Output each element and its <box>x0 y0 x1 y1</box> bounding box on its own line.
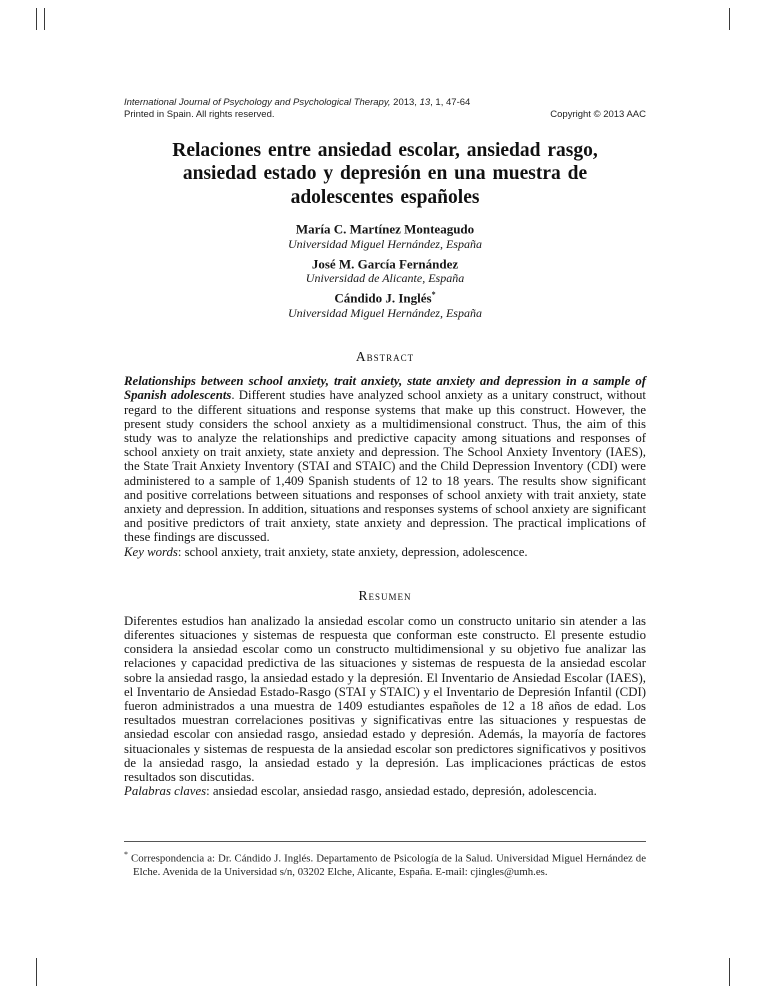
author-name-2 <box>124 253 646 272</box>
journal-volume: 13 <box>419 97 431 108</box>
resumen-body-text: Diferentes estudios han analizado la ansiedad escolar como un constructo unitario sin atender a las diferentes situaciones y sistemas de respuesta que conforman este constructo. El presente estudio considera la ansiedad escolar como un constructo multidimensional y su objetivo fue analizar las relaciones y capacidad predictiva de las situaciones y sistemas de respuesta de la ansiedad escolar sobre la ansiedad rasgo, la ansiedad estado y la depresión. El Inventario de Ansiedad Escolar (IAES), el Inventario de Ansiedad Estado-Rasgo (STAI y STAIC) y el Inventario de Depresión Infantil (CDI) fueron administrados a una muestra de 1409 estudiantes españoles de 12 a 18 años de edad. Los resultados muestran correlaciones positivas y significativas entre las situaciones y respuestas de ansiedad escolar con ansiedad rasgo, ansiedad estado y depresión. Además, la mayoría de factores situacionales y sistemas de respuesta de la ansiedad escolar son predictores significativos y positivos de la ansiedad rasgo, la ansiedad estado y la depresión. Las implicaciones prácticas de estos resultados son discutidas. <box>124 613 646 785</box>
printed-in-spain: Printed in Spain. All rights reserved. <box>124 109 275 121</box>
journal-header <box>124 97 646 122</box>
resumen-text <box>124 614 646 799</box>
abstract-text <box>124 374 646 559</box>
footnote-text-block <box>124 848 646 879</box>
title-line-2: ansiedad estado y depresión en una muestra de <box>182 163 588 185</box>
author-2-text: José M. García Fernández <box>311 255 459 271</box>
journal-year: 2013, <box>390 97 420 108</box>
palabras-label: Palabras claves <box>124 784 207 799</box>
author-affiliation-1: Universidad Miguel Hernández, España <box>288 237 482 252</box>
author-affiliation-2: Universidad de Alicante, España <box>305 271 465 286</box>
journal-name: International Journal of Psychology and Psychological Therapy, <box>124 97 391 108</box>
author-name-1 <box>124 218 646 237</box>
crop-mark-bottom-right <box>729 958 730 986</box>
author-3-marker: * <box>431 289 436 299</box>
journal-pages: , 1, 47-64 <box>430 97 471 108</box>
abstract-keywords <box>124 545 646 559</box>
crop-mark-top-right <box>729 8 730 30</box>
title-line-3: adolescentes españoles <box>290 186 480 208</box>
abstract-body-text: . Different studies have analyzed school anxiety as a unitary construct, without regard to the different situations and response systems that make up this construct. However, the present study considers the school anxiety as a multidimensional construct. Thus, the aim of this study was to analyze the relationships and predictive capacity among situations and responses of school anxiety on trait anxiety, state anxiety and depression. The School Anxiety Inventory (IAES), the State Trait Anxiety Inventory (STAI and STAIC) and the Child Depression Inventory (CDI) were administered to a sample of 1,409 Spanish students of 12 to 18 years. The results show significant and positive correlations between situations and responses of school anxiety with trait anxiety, state anxiety and depression. In addition, situations and responses systems of school anxiety are significant and positive predictors of trait anxiety, state anxiety and depression. The practical implications of these findings are discussed. <box>124 388 646 545</box>
author-name-3 <box>124 287 646 306</box>
journal-citation-line <box>124 97 646 109</box>
resumen-heading: Resumen <box>358 587 412 603</box>
abstract-heading: Abstract <box>355 349 415 365</box>
authors-block <box>124 218 646 320</box>
keywords-label: Key words <box>124 544 178 559</box>
palabras-list: : ansiedad escolar, ansiedad rasgo, ansiedad estado, depresión, adolescencia. <box>206 784 597 799</box>
journal-header-row2 <box>124 109 646 121</box>
resumen-keywords <box>124 784 646 798</box>
author-3-text: Cándido J. Inglés <box>334 290 432 306</box>
author-affiliation-3: Universidad Miguel Hernández, España <box>288 305 482 320</box>
crop-mark-bottom-left <box>36 958 37 986</box>
page-title <box>124 139 646 210</box>
footnote-text: Correspondencia a: Dr. Cándido J. Inglés. Departamento de Psicología de la Salud. Universidad Miguel Hernández de Elche. Avenida de la Universidad s/n, 03202 Elche, Alicante, España. E-mail: cjingles@umh.es. <box>128 852 646 878</box>
author-1-text: María C. Martínez Monteagudo <box>295 221 475 237</box>
correspondence-footnote <box>124 841 646 879</box>
crop-mark-top-left-1 <box>36 8 37 30</box>
page-content <box>124 0 646 798</box>
crop-mark-top-left-2 <box>44 8 45 30</box>
abstract-lead-sentence: Relationships between school anxiety, trait anxiety, state anxiety and depression in a sample of Spanish adolescents <box>124 374 646 403</box>
keywords-list: : school anxiety, trait anxiety, state anxiety, depression, adolescence. <box>177 544 528 559</box>
footnote-marker: * <box>124 850 128 859</box>
copyright-notice: Copyright © 2013 AAC <box>550 109 646 121</box>
title-line-1: Relaciones entre ansiedad escolar, ansiedad rasgo, <box>172 139 598 161</box>
